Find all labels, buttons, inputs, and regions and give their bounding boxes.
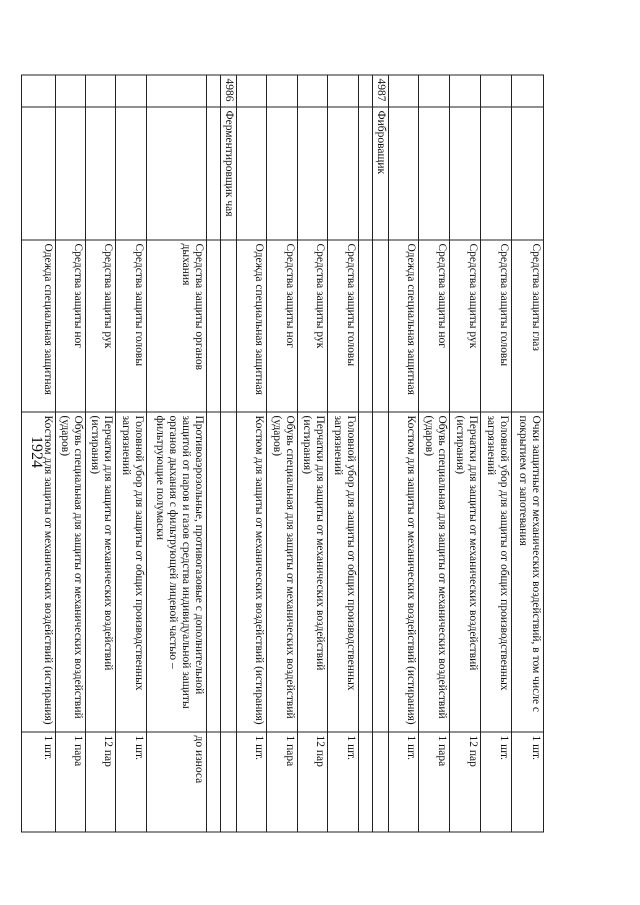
rotated-page-content (42, 75, 544, 832)
ppe-type-cell: Средства защиты ног (267, 240, 298, 412)
issue-norm-cell (221, 732, 237, 832)
issue-norm-cell: 1 шт. (481, 732, 512, 832)
issue-norm-cell: 1 пара (56, 732, 86, 832)
row-number-cell (207, 75, 221, 107)
row-number-cell (450, 75, 481, 107)
ppe-item-cell: Головной убор для защиты от общих производственных загрязнений (116, 412, 147, 732)
row-number-cell: 4987 (373, 75, 389, 107)
row-number-cell (86, 75, 116, 107)
profession-cell: Ферментировщик чая (221, 107, 237, 240)
ppe-item-cell (359, 412, 373, 732)
profession-cell (359, 107, 373, 240)
row-number-cell (147, 75, 207, 107)
page-number: 1924 (28, 436, 45, 468)
profession-cell (267, 107, 298, 240)
table-row (86, 75, 116, 832)
issue-norm-cell: 12 пар (450, 732, 481, 832)
ppe-type-cell: Одежда специальная защитная (237, 240, 267, 412)
ppe-item-cell: Перчатки для защиты от механических воздействий (истирания) (450, 412, 481, 732)
ppe-item-cell: Перчатки для защиты от механических воздействий (истирания) (298, 412, 328, 732)
ppe-item-cell: Перчатки для защиты от механических воздействий (истирания) (86, 412, 116, 732)
table-row (298, 75, 328, 832)
profession-cell (22, 107, 56, 240)
table-row (328, 75, 359, 832)
ppe-type-cell: Средства защиты ног (56, 240, 86, 412)
ppe-item-cell: Костюм для защиты от механических воздействий (истирания) (389, 412, 419, 732)
row-number-cell (267, 75, 298, 107)
ppe-item-cell: Обувь специальная для защиты от механических воздействий (ударов) (267, 412, 298, 732)
profession-cell (328, 107, 359, 240)
ppe-type-cell: Одежда специальная защитная (22, 240, 56, 412)
issue-norm-cell (373, 732, 389, 832)
issue-norm-cell: 1 шт. (22, 732, 56, 832)
table-row (237, 75, 267, 832)
profession-cell (147, 107, 207, 240)
issue-norm-cell: 1 шт. (328, 732, 359, 832)
issue-norm-cell: 1 шт. (389, 732, 419, 832)
row-number-cell (298, 75, 328, 107)
row-number-cell (359, 75, 373, 107)
table-row (267, 75, 298, 832)
table-row (147, 75, 207, 832)
ppe-type-cell: Средства защиты ног (419, 240, 450, 412)
table-row (221, 75, 237, 832)
table-row (419, 75, 450, 832)
row-number-cell (22, 75, 56, 107)
row-number-cell: 4986 (221, 75, 237, 107)
ppe-item-cell (221, 412, 237, 732)
table-row (373, 75, 389, 832)
ppe-item-cell: Головной убор для защиты от общих производственных загрязнений (481, 412, 512, 732)
profession-cell (86, 107, 116, 240)
ppe-type-cell: Средства защиты головы (116, 240, 147, 412)
table-row (56, 75, 86, 832)
ppe-item-cell: Обувь специальная для защиты от механических воздействий (ударов) (56, 412, 86, 732)
ppe-item-cell: Головной убор для защиты от общих производственных загрязнений (328, 412, 359, 732)
issue-norm-cell: 1 шт. (237, 732, 267, 832)
issue-norm-cell: 12 пар (86, 732, 116, 832)
profession-cell (481, 107, 512, 240)
issue-norm-cell: 1 пара (267, 732, 298, 832)
ppe-type-cell (359, 240, 373, 412)
row-number-cell (481, 75, 512, 107)
ppe-type-cell: Одежда специальная защитная (389, 240, 419, 412)
profession-cell (56, 107, 86, 240)
ppe-type-cell: Средства защиты органов дыхания (147, 240, 207, 412)
table-row (116, 75, 147, 832)
profession-cell (419, 107, 450, 240)
issue-norm-cell: 1 шт. (116, 732, 147, 832)
profession-cell (298, 107, 328, 240)
ppe-type-cell: Средства защиты рук (298, 240, 328, 412)
ppe-type-cell: Средства защиты головы (481, 240, 512, 412)
ppe-type-cell: Средства защиты рук (450, 240, 481, 412)
issue-norm-cell: до износа (147, 732, 207, 832)
profession-cell (237, 107, 267, 240)
row-number-cell (389, 75, 419, 107)
table-row (389, 75, 419, 832)
table-body (22, 75, 544, 832)
issue-norm-cell (207, 732, 221, 832)
row-number-cell (328, 75, 359, 107)
ppe-type-cell (207, 240, 221, 412)
ppe-type-cell: Средства защиты головы (328, 240, 359, 412)
issue-norm-cell (359, 732, 373, 832)
table-row (359, 75, 373, 832)
profession-cell (512, 107, 544, 240)
ppe-type-cell (221, 240, 237, 412)
profession-cell: Фиброващик (373, 107, 389, 240)
ppe-item-cell: Костюм для защиты от механических воздействий (истирания) (237, 412, 267, 732)
ppe-item-cell (373, 412, 389, 732)
table-row (512, 75, 544, 832)
row-number-cell (419, 75, 450, 107)
issue-norm-cell: 1 пара (419, 732, 450, 832)
table-row (450, 75, 481, 832)
ppe-type-cell: Средства защиты глаз (512, 240, 544, 412)
ppe-item-cell: Очки защитные от механических воздействий, в том числе с покрытием от запотевания (512, 412, 544, 732)
issue-norm-cell: 1 шт. (512, 732, 544, 832)
ppe-item-cell (207, 412, 221, 732)
ppe-type-cell (373, 240, 389, 412)
row-number-cell (56, 75, 86, 107)
ppe-type-cell: Средства защиты рук (86, 240, 116, 412)
table-row (481, 75, 512, 832)
ppe-item-cell: Противоаэрозольные, противогазовые с дополнительной защитой от паров и газов средства индивидуальной защиты органов дыхания с фильтрующей лицевой частью – фильтрующие полумаски (147, 412, 207, 732)
row-number-cell (116, 75, 147, 107)
issue-norm-cell: 12 пар (298, 732, 328, 832)
profession-cell (389, 107, 419, 240)
row-number-cell (512, 75, 544, 107)
profession-cell (207, 107, 221, 240)
table-row (207, 75, 221, 832)
table-row (22, 75, 56, 832)
ppe-item-cell: Обувь специальная для защиты от механических воздействий (ударов) (419, 412, 450, 732)
profession-cell (450, 107, 481, 240)
ppe-item-cell: Костюм для защиты от механических воздействий (истирания) (22, 412, 56, 732)
row-number-cell (237, 75, 267, 107)
ppe-norms-table (21, 75, 544, 833)
profession-cell (116, 107, 147, 240)
